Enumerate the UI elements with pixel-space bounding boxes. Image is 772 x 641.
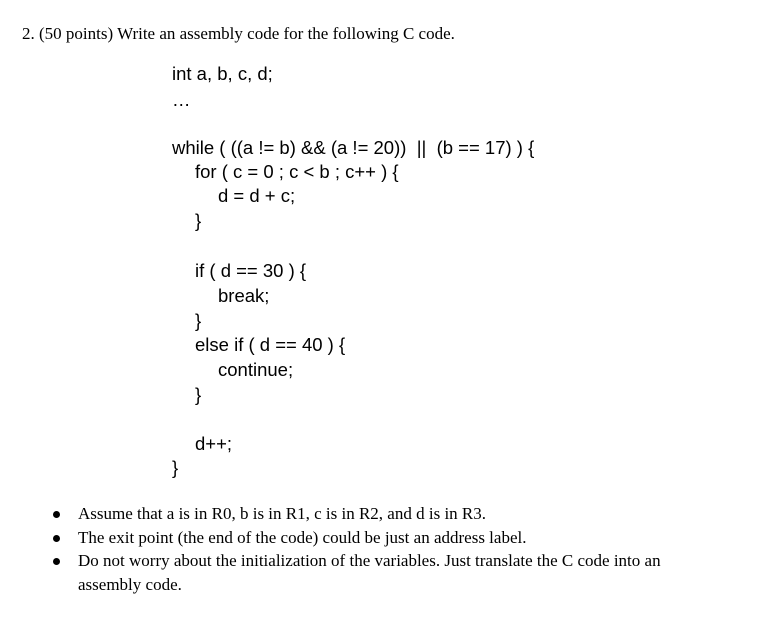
note-text: Assume that a is in R0, b is in R1, c is in R2, and d is in R3. — [78, 504, 487, 523]
notes-list — [0, 502, 772, 596]
list-item — [0, 549, 698, 596]
note-text: The exit point (the end of the code) could be just an address label. — [78, 527, 527, 547]
code-line-continue: continue; — [218, 359, 294, 380]
code-line-for: for ( c = 0 ; c < b ; c++ ) { — [195, 161, 399, 182]
code-line-if-close: } — [195, 310, 202, 331]
code-line-else-close: } — [195, 384, 202, 405]
code-line-while: while ( ((a != b) && (a != 20)) || (b == 17) ) { — [172, 137, 535, 158]
question-heading: 2. (50 points) Write an assembly code for the following C code. — [22, 24, 455, 43]
code-line-increment: d++; — [195, 433, 233, 454]
bullet-icon — [53, 558, 60, 565]
code-line-ellipsis: … — [172, 89, 191, 110]
code-line-for-close: } — [195, 210, 202, 231]
note-text: Do not worry about the initialization of the variables. Just translate the C code into an assembly code. — [78, 551, 661, 594]
bullet-icon — [53, 511, 60, 518]
code-line-break: break; — [218, 285, 270, 306]
code-line-while-close: } — [172, 457, 179, 478]
code-line-declaration: int a, b, c, d; — [172, 63, 273, 84]
code-line-if: if ( d == 30 ) { — [195, 260, 307, 281]
bullet-icon — [53, 535, 60, 542]
code-line-else-if: else if ( d == 40 ) { — [195, 334, 346, 355]
list-item — [0, 502, 698, 526]
code-line-assign: d = d + c; — [218, 185, 296, 206]
list-item — [0, 526, 698, 550]
